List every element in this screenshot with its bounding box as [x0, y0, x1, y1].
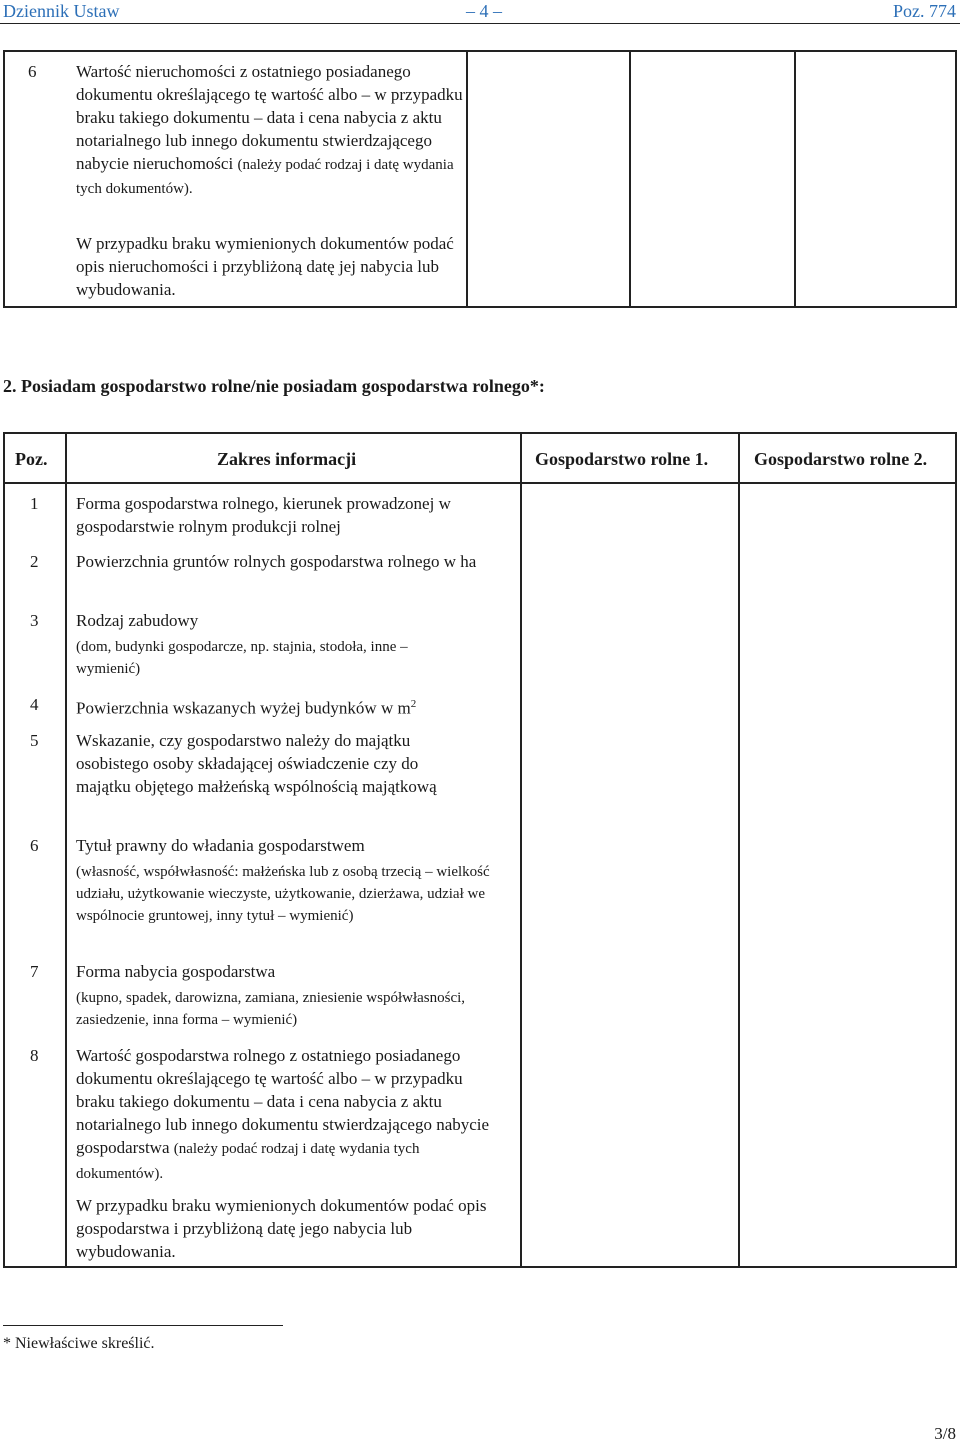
- row-label: [76, 1044, 496, 1186]
- row-label: [76, 693, 516, 720]
- row-label-text: Powierzchnia wskazanych wyżej budynków w m: [76, 698, 411, 718]
- row-label-second: W przypadku braku wymienionych dokumentów podać opis gospodarstwa i przybliżoną datę jego nabycia lub wybudowania.: [76, 1196, 487, 1261]
- row-number: 3: [30, 611, 39, 630]
- superscript: 2: [410, 698, 417, 710]
- footnote: * Niewłaściwe skreślić.: [3, 1335, 155, 1352]
- farm-table: [3, 432, 957, 1268]
- property-table-continuation: [3, 50, 957, 308]
- column-divider: [65, 434, 67, 1266]
- header-zakres: Zakres informacji: [217, 449, 357, 469]
- row-number: 6: [30, 836, 39, 855]
- row-label: Powierzchnia gruntów rolnych gospodarstwa rolnego w ha: [76, 552, 477, 571]
- row-description-second: W przypadku braku wymienionych dokumentów podać opis nieruchomości i przybliżoną datę jej nabycia lub wybudowania.: [76, 234, 454, 299]
- row-hint: (dom, budynki gospodarcze, np. stajnia, stodoła, inne – wymienić): [76, 639, 408, 677]
- header-divider: [0, 23, 960, 24]
- header-farm-2: Gospodarstwo rolne 2.: [754, 449, 928, 469]
- header-poz: Poz.: [15, 449, 48, 469]
- row-number: 2: [30, 552, 39, 571]
- header-farm-1: Gospodarstwo rolne 1.: [535, 449, 709, 469]
- farm-2-answer-column[interactable]: [740, 484, 955, 1266]
- row-number: 5: [30, 731, 39, 750]
- row-label: Tytuł prawny do władania gospodarstwem: [76, 836, 365, 855]
- position-number: Poz. 774: [893, 1, 956, 21]
- answer-cell-1[interactable]: [468, 52, 629, 306]
- row-hint: (należy podać rodzaj i datę wydania tych dokumentów).: [76, 1141, 420, 1182]
- publication-title: Dziennik Ustaw: [3, 1, 120, 21]
- row-label: Forma gospodarstwa rolnego, kierunek prowadzonej w gospodarstwie rolnym produkcji rolnej: [76, 494, 451, 536]
- row-hint: (kupno, spadek, darowizna, zamiana, zniesienie współwłasności, zasiedzenie, inna forma – wymienić): [76, 990, 466, 1028]
- row-label: Forma nabycia gospodarstwa: [76, 962, 276, 981]
- row-description-note: (należy podać rodzaj i datę wydania tych dokumentów).: [76, 157, 454, 197]
- page-marker: – 4 –: [466, 1, 502, 21]
- row-label-text: Wartość gospodarstwa rolnego z ostatniego posiadanego dokumentu określającego tę wartość albo – w przypadku braku takiego dokumentu – data i cena nabycia z aktu notarialnego lub innego dokumentu stwierdzającego nabycie gospodarstwa: [76, 1046, 490, 1157]
- row-number: 4: [30, 695, 39, 714]
- section-heading: 2. Posiadam gospodarstwo rolne/nie posiadam gospodarstwa rolnego*:: [3, 376, 545, 396]
- row-number: 7: [30, 962, 39, 981]
- answer-cell-2[interactable]: [631, 52, 794, 306]
- row-label: Rodzaj zabudowy: [76, 611, 199, 630]
- answer-cell-3[interactable]: [796, 52, 955, 306]
- row-number: 6: [28, 62, 37, 81]
- page-number: 3/8: [934, 1424, 956, 1443]
- row-number: 1: [30, 494, 39, 513]
- farm-1-answer-column[interactable]: [522, 484, 738, 1266]
- row-label: Wskazanie, czy gospodarstwo należy do majątku osobistego osoby składającej oświadczenie czy do majątku objętego małżeńską wspólnością majątkową: [76, 731, 437, 796]
- row-description-main: Wartość nieruchomości z ostatniego posiadanego dokumentu określającego tę wartość albo – w przypadku braku takiego dokumentu – data i cena nabycia z aktu notarialnego lub innego dokumentu stwierdzającego nabycie nieruchomości: [76, 62, 463, 173]
- row-description: [76, 60, 466, 200]
- row-number: 8: [30, 1046, 39, 1065]
- row-hint: (własność, współwłasność: małżeńska lub z osobą trzecią – wielkość udziału, użytkowanie wieczyste, użytkowanie, dzierżawa, udział we wspólnocie gruntowej, inny tytuł – wymienić): [76, 864, 490, 924]
- footnote-divider: [3, 1325, 283, 1326]
